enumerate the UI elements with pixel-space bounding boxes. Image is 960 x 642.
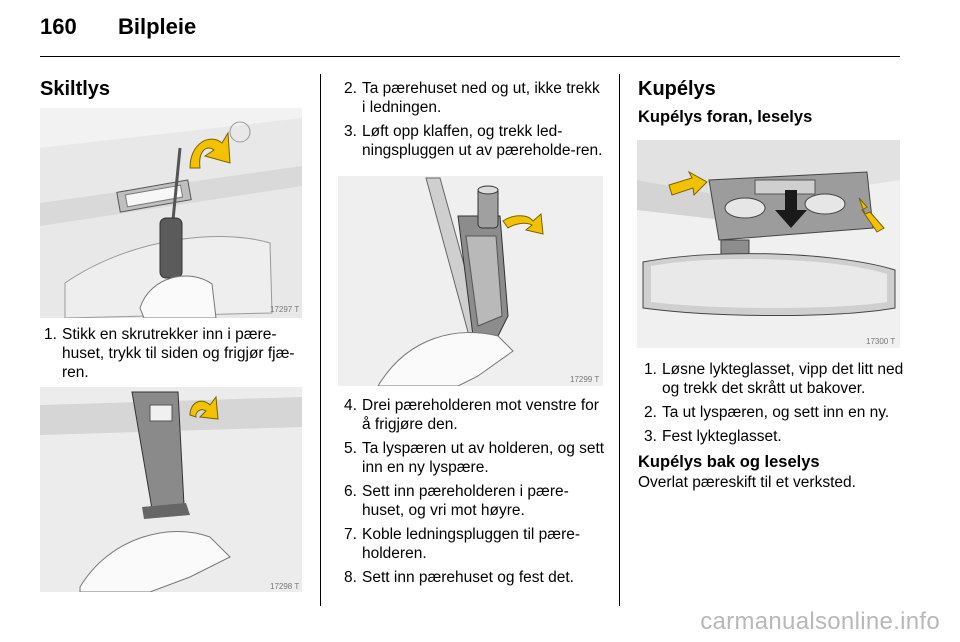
step-text: Løft opp klaffen, og trekk led-ningspluggen ut av pæreholde-ren. — [362, 123, 603, 159]
step-text: Stikk en skrutrekker inn i pære-huset, trykk til siden og frigjør fjæ-ren. — [62, 326, 295, 381]
step-4 — [344, 396, 606, 434]
step-2 — [344, 79, 606, 117]
step-1 — [44, 325, 306, 382]
step-number: 1. — [644, 361, 657, 378]
step-number: 1. — [44, 326, 57, 343]
column-divider-2 — [619, 74, 620, 606]
figure-license-light-screwdriver — [40, 108, 302, 318]
rear-light-note: Overlat pæreskift til et verksted. — [638, 474, 856, 491]
step-number: 7. — [344, 526, 357, 543]
step-number: 6. — [344, 483, 357, 500]
header-rule — [40, 56, 900, 57]
figure-code: 17299 T — [570, 375, 600, 384]
step-text: Koble ledningspluggen til pære-holderen. — [362, 526, 581, 562]
step-number: 3. — [644, 428, 657, 445]
step-number: 3. — [344, 123, 357, 140]
step-text: Ta pærehuset ned og ut, ikke trekk i ledningen. — [362, 80, 600, 116]
column-divider-1 — [320, 74, 321, 606]
section-heading-kupelys: Kupélys — [638, 78, 716, 100]
step-text: Drei pæreholderen mot venstre for å frigjøre den. — [362, 397, 599, 433]
step-number: 2. — [344, 80, 357, 97]
figure-code: 17298 T — [270, 582, 300, 591]
step-number: 5. — [344, 440, 357, 457]
step-text: Sett inn pærehuset og fest det. — [362, 569, 574, 586]
step-5 — [344, 439, 606, 477]
step-7 — [344, 525, 606, 563]
step-3 — [344, 122, 606, 160]
step-text: Løsne lykteglasset, vipp det litt ned og trekk det skrått ut bakover. — [662, 361, 904, 397]
step-text: Ta ut lyspæren, og sett inn en ny. — [662, 404, 890, 421]
step-number: 8. — [344, 569, 357, 586]
page-number: 160 — [40, 14, 77, 39]
steps-list-c — [644, 360, 904, 446]
section-heading-skiltlys: Skiltlys — [40, 78, 111, 100]
step-number: 4. — [344, 397, 357, 414]
step-number: 2. — [644, 404, 657, 421]
step-text: Fest lykteglasset. — [662, 428, 782, 445]
steps-list-a — [344, 79, 606, 160]
subheading-front: Kupélys foran, leselys — [638, 108, 813, 126]
step-text: Sett inn pæreholderen i pære-huset, og vri mot høyre. — [362, 483, 569, 519]
step-8 — [344, 568, 606, 587]
step-c3 — [644, 427, 904, 446]
page-title: Bilpleie — [118, 14, 197, 39]
figure-license-light-housing — [40, 387, 302, 592]
figure-code: 17300 T — [866, 337, 896, 346]
step-text: Ta lyspæren ut av holderen, og sett inn en ny lyspære. — [362, 440, 605, 476]
figure-interior-light — [637, 140, 900, 348]
step-c2 — [644, 403, 904, 422]
figure-bulb-holder-plug — [338, 176, 603, 386]
subheading-rear: Kupélys bak og leselys — [638, 453, 820, 471]
watermark: carmanualsonline.info — [700, 608, 940, 635]
steps-list-b — [344, 396, 606, 587]
figure-code: 17297 T — [270, 305, 300, 314]
step-6 — [344, 482, 606, 520]
step-c1 — [644, 360, 904, 398]
